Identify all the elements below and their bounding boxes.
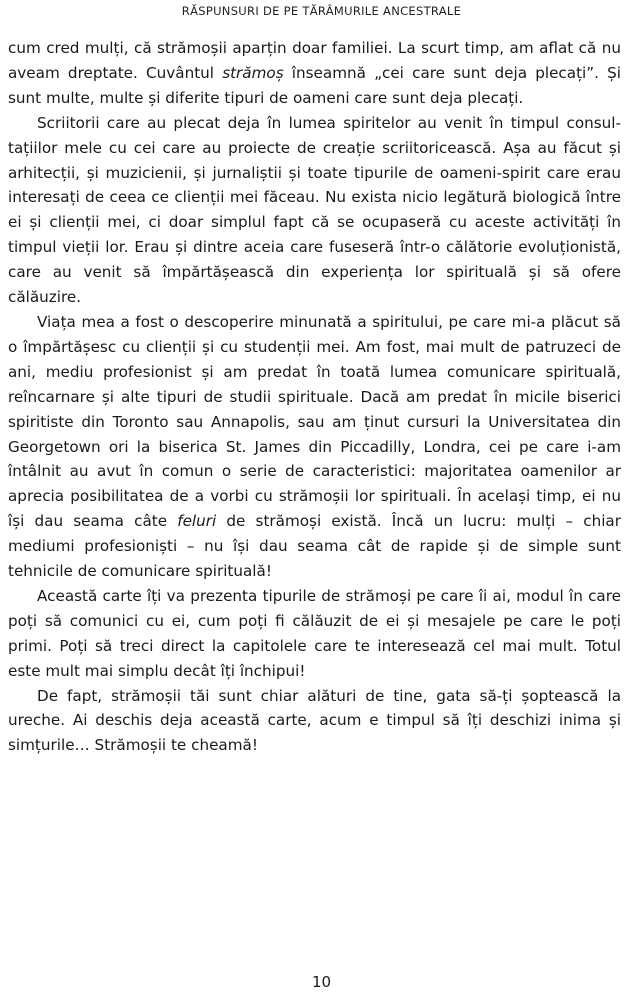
- running-header: RĂSPUNSURI DE PE TĂRÂMURILE ANCESTRALE: [181, 4, 462, 18]
- paragraph-text: De fapt, strămoșii tăi sunt chiar alături de tine, gata să-ți șoptească la ureche. Ai deschis deja această carte, acum e timpul să îți deschizi inima și simțurile… Strămoșii te cheamă!: [8, 686, 621, 755]
- paragraph: [8, 584, 621, 684]
- paragraph-text: Viața mea a fost o descoperire minunată a spiritului, pe care mi-a plăcut să o împărtășesc cu clienții și cu studenții mei. Am fost, mai mult de patruzeci de ani, mediu profesionist și am predat în toată lumea comunicare spirituală, reîncarnare și alte tipuri de studii spirituale. Dacă am predat în micile biserici spiritiste din Toronto sau Annapolis, sau am ținut cursuri la Universitatea din Georgetown ori la biserica St. James din Piccadilly, Londra, cei pe care i-am întâlnit au avut în comun o serie de caracteristici: majoritatea oamenilor ar aprecia posibilitatea de a vorbi cu strămoșii lor spirituali. În același timp, ei nu își dau seama câte: [8, 312, 621, 531]
- paragraph-text: de strămoși există. Încă un lucru: mulți – chiar mediumi profesioniști – nu își dau seama cât de rapide și de simple sunt tehnicile de comunicare spirituală!: [8, 512, 621, 581]
- paragraph-text: Scriitorii care au plecat deja în lumea spiritelor au venit în timpul consultațiilor mele cu cei care au proiecte de creație scriitoricească. Așa au făcut și arhitecții, și muzicienii, și jurnaliștii și toate tipurile de oameni-spirit care erau interesați de ceea ce clienții mei făceau. Nu exista nicio legătură biologică între ei și clienții mei, ci doar simplul fapt că se ocupaseră cu aceste activități în timpul vieții lor. Erau și dintre aceia care fuseseră într-o călătorie evoluționistă, care au venit să împărtășească din experiența lor spirituală și să ofere călăuzire.: [8, 113, 621, 307]
- paragraph: [8, 684, 621, 759]
- paragraph-text: înseamnă „cei care sunt deja plecați”. Și sunt multe, multe și diferite tipuri de oameni care sunt deja plecați.: [8, 63, 621, 107]
- paragraph-text: cum cred mulți, că strămoșii aparțin doar familiei. La scurt timp, am aflat că nu aveam dreptate. Cuvântul: [8, 39, 621, 82]
- paragraph: [8, 111, 621, 310]
- italic-text: feluri: [177, 512, 217, 531]
- body-text: [8, 36, 621, 758]
- page-number: 10: [311, 973, 332, 991]
- paragraph: [8, 310, 621, 584]
- paragraph-text: Această carte îți va prezenta tipurile de strămoși pe care îi ai, modul în care poți să comunici cu ei, cum poți fi călăuzit de ei și mesajele pe care le poți primi. Poți să treci direct la capitolele care te interesează cel mai mult. Totul este mult mai simplu decât îți închipui!: [8, 586, 621, 680]
- paragraph: [8, 36, 621, 111]
- italic-text: strămoș: [222, 63, 284, 82]
